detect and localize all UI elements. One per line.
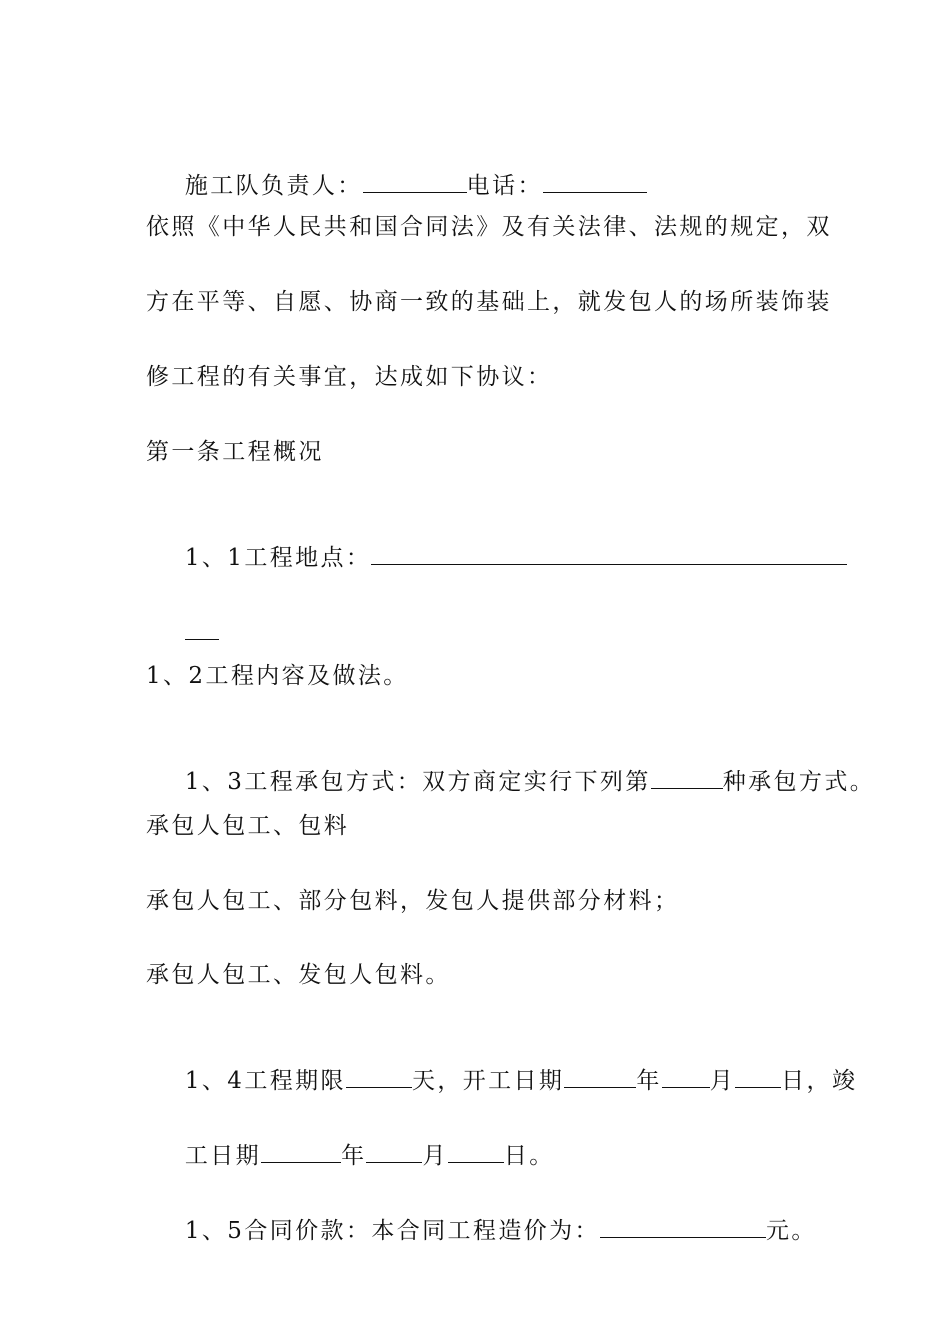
project-location-label: 1、1工程地点： bbox=[184, 545, 372, 571]
paragraph-line: 依照《中华人民共和国合同法》及有关法律、法规的规定，双 bbox=[146, 214, 832, 240]
start-year-blank bbox=[564, 1065, 636, 1088]
month-label: 月 bbox=[709, 1068, 736, 1094]
contract-mode-label: 1、3工程承包方式：双方商定实行下列第 bbox=[184, 769, 651, 795]
list-item: 承包人包工、发包人包料。 bbox=[146, 962, 451, 988]
year-label: 年 bbox=[636, 1068, 662, 1094]
list-item: 承包人包工、部分包料，发包人提供部分材料； bbox=[146, 888, 680, 914]
start-date-label: 天，开工日期 bbox=[411, 1068, 565, 1094]
project-location-blank bbox=[371, 542, 847, 565]
phone-label: 电话： bbox=[466, 173, 543, 199]
contract-price-blank bbox=[600, 1215, 766, 1238]
day-label: 日，竣 bbox=[781, 1068, 858, 1094]
completion-year-blank bbox=[261, 1140, 341, 1163]
completion-date-label: 工日期 bbox=[184, 1143, 262, 1169]
completion-month-blank bbox=[366, 1140, 422, 1163]
contract-price-label: 1、5合同价款：本合同工程造价为： bbox=[184, 1218, 600, 1244]
contractor-leader-blank bbox=[363, 170, 467, 193]
paragraph-line: 1、2工程内容及做法。 bbox=[146, 663, 409, 689]
start-day-blank bbox=[735, 1065, 781, 1088]
start-month-blank bbox=[662, 1065, 710, 1088]
duration-label: 1、4工程期限 bbox=[184, 1068, 346, 1094]
year-label: 年 bbox=[341, 1143, 367, 1169]
phone-blank bbox=[543, 170, 647, 193]
month-label: 月 bbox=[422, 1143, 448, 1169]
currency-label: 元。 bbox=[765, 1218, 817, 1244]
day-label: 日。 bbox=[503, 1143, 555, 1169]
section-heading: 第一条工程概况 bbox=[146, 439, 324, 465]
completion-day-blank bbox=[448, 1140, 504, 1163]
list-item: 承包人包工、包料 bbox=[146, 813, 350, 839]
project-location-blank-continued bbox=[185, 617, 219, 640]
duration-days-blank bbox=[346, 1065, 412, 1088]
contract-mode-blank bbox=[651, 766, 723, 789]
paragraph-line: 方在平等、自愿、协商一致的基础上，就发包人的场所装饰装 bbox=[146, 289, 832, 315]
contract-mode-suffix: 种承包方式。 bbox=[722, 769, 876, 795]
contract-price-line bbox=[146, 1185, 817, 1276]
paragraph-line: 修工程的有关事宜，达成如下协议： bbox=[146, 364, 553, 390]
contractor-leader-label: 施工队负责人： bbox=[184, 173, 363, 199]
project-location-line bbox=[146, 512, 847, 603]
